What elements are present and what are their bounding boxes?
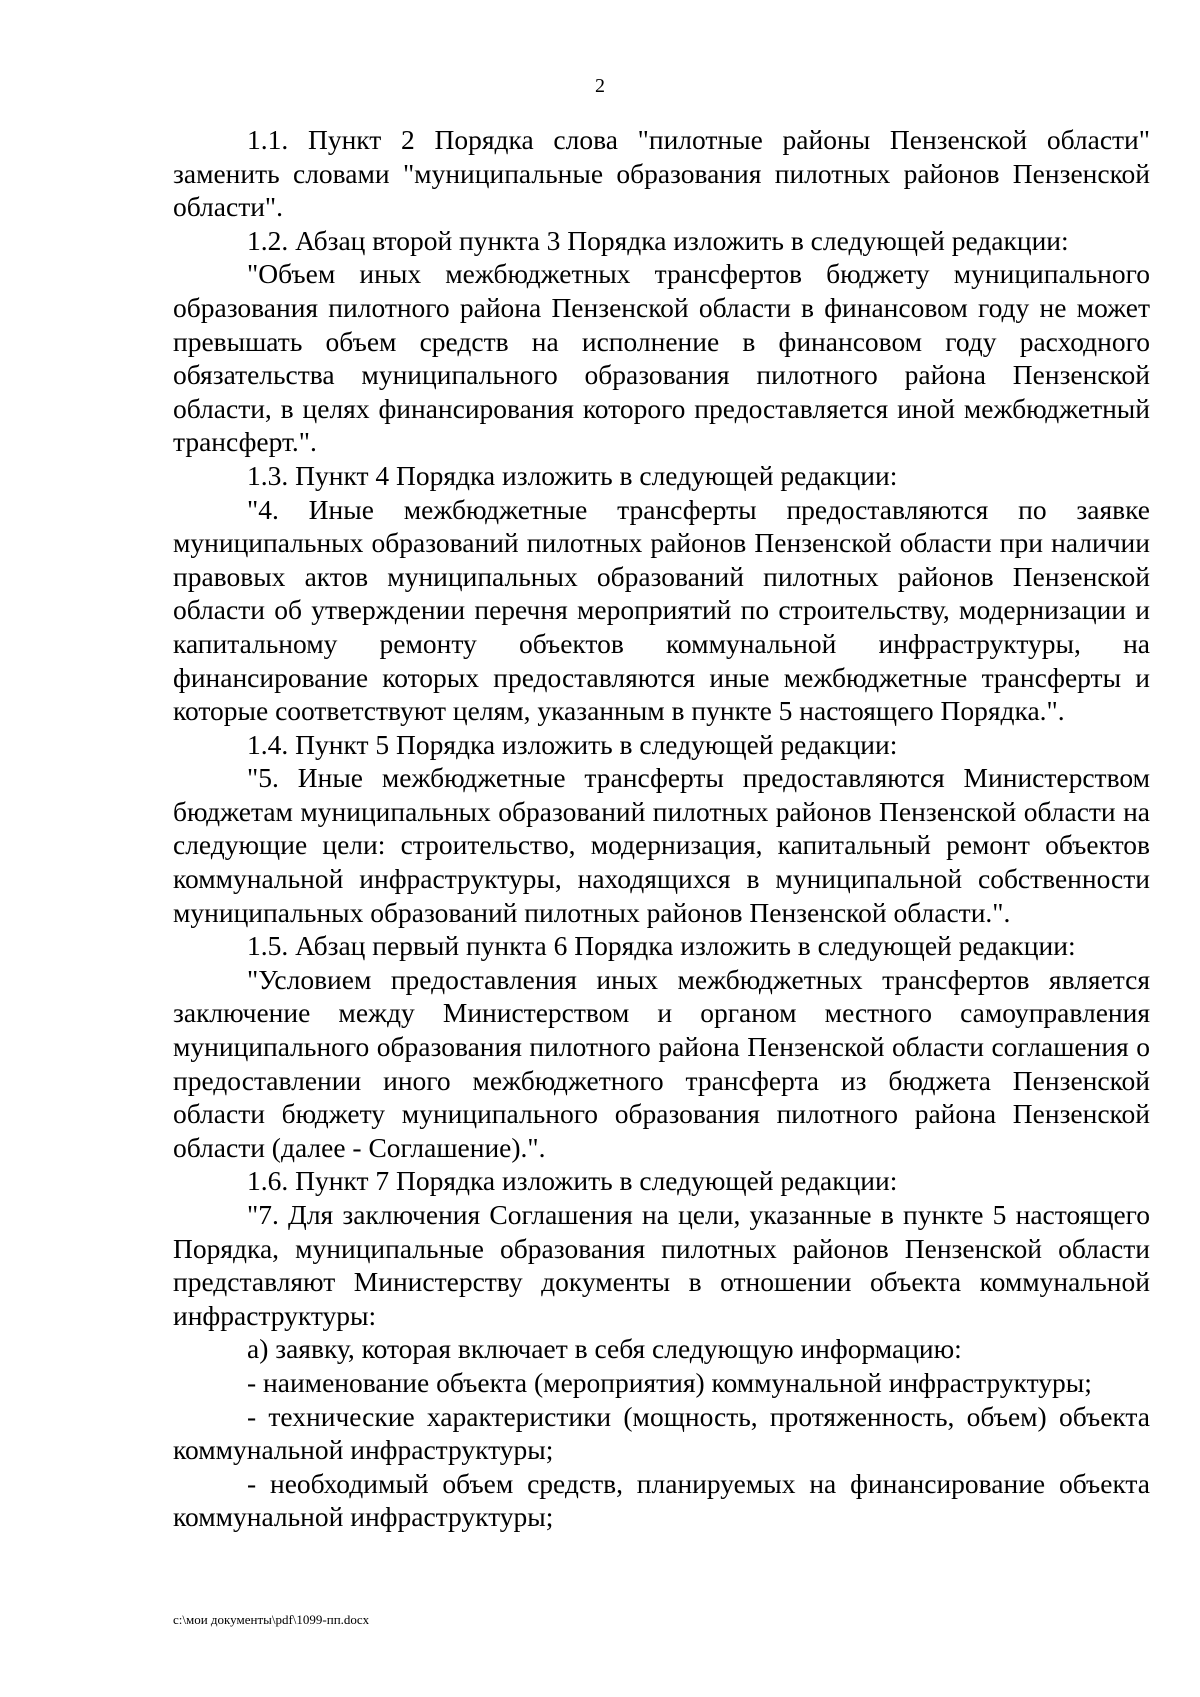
paragraph-1-3: 1.3. Пункт 4 Порядка изложить в следующей редакции: (247, 459, 898, 491)
paragraph-quote-point-7: "7. Для заключения Соглашения на цели, указанные в пункте 5 настоящего Порядка, муниципальные образования пилотных районов Пензенской области представляют Министерству документы в отношении объекта коммунальной инфраструктуры: (173, 1199, 1150, 1331)
paragraph-quote-point-5: "5. Иные межбюджетные трансферты предоставляются Министерством бюджетам муниципальных образований пилотных районов Пензенской области на следующие цели: строительство, модернизация, капитальный ремонт объектов коммунальной инфраструктуры, находящихся в муниципальной собственности муниципальных образований пилотных районов Пензенской области.". (173, 762, 1150, 928)
list-item-technical-characteristics: - технические характеристики (мощность, протяженность, объем) объекта коммунальной инфраструктуры; (173, 1400, 1150, 1466)
paragraph-1-1: 1.1. Пункт 2 Порядка слова "пилотные районы Пензенской области" заменить словами "муниципальные образования пилотных районов Пензенской области". (173, 124, 1150, 223)
paragraph-1-6: 1.6. Пункт 7 Порядка изложить в следующей редакции: (247, 1165, 898, 1197)
paragraph-quote-point-4: "4. Иные межбюджетные трансферты предоставляются по заявке муниципальных образований пилотных районов Пензенской области при наличии правовых актов муниципальных образований пилотных районов Пензенской области об утверждении перечня мероприятий по строительству, модернизации и капитальному ремонту объектов коммунальной инфраструктуры, на финансирование которых предоставляются иные межбюджетные трансферты и которые соответствуют целям, указанным в пункте 5 настоящего Порядка.". (173, 493, 1150, 727)
list-item-required-funds: - необходимый объем средств, планируемых на финансирование объекта коммунальной инфраструктуры; (173, 1467, 1150, 1533)
document-body (173, 123, 1150, 1534)
footer-file-path: c:\мои документы\pdf\1099-пп.docx (173, 1612, 370, 1627)
list-item-object-name: - наименование объекта (мероприятия) коммунальной инфраструктуры; (247, 1366, 1092, 1398)
paragraph-quote-point-6: "Условием предоставления иных межбюджетных трансфертов является заключение между Министерством и органом местного самоуправления муниципального образования пилотного района Пензенской области соглашения о предоставлении иного межбюджетного трансферта из бюджета Пензенской области бюджету муниципального образования пилотного района Пензенской области (далее - Соглашение).". (173, 963, 1150, 1163)
paragraph-quote-point-3: "Объем иных межбюджетных трансфертов бюджету муниципального образования пилотного района Пензенской области в финансовом году не может превышать объем средств на исполнение в финансовом году расходного обязательства муниципального образования пилотного района Пензенской области, в целях финансирования которого предоставляется иной межбюджетный трансферт.". (173, 258, 1150, 458)
paragraph-1-4: 1.4. Пункт 5 Порядка изложить в следующей редакции: (247, 728, 898, 760)
paragraph-item-a: а) заявку, которая включает в себя следующую информацию: (247, 1333, 962, 1365)
page-number: 2 (595, 75, 605, 97)
paragraph-1-5: 1.5. Абзац первый пункта 6 Порядка изложить в следующей редакции: (247, 930, 1076, 962)
paragraph-1-2: 1.2. Абзац второй пункта 3 Порядка изложить в следующей редакции: (247, 224, 1069, 256)
